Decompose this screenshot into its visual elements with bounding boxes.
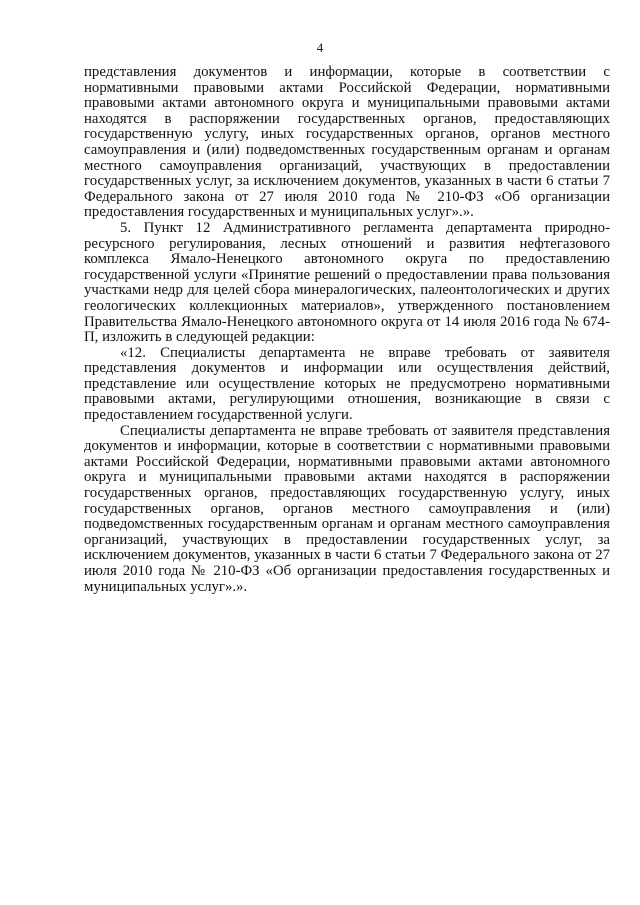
paragraph-continuation: представления документов и информации, которые в соответствии с нормативными правовыми актами Российской Федерации, нормативными правовыми актами автономного округа и муниципальными правовыми актами находятся в распоряжении государственных органов, предоставляющих государственную услугу, иных государственных органов, органов местного самоуправления и (или) подведомственных государственным органам и органам местного самоуправления организаций, участвующих в предоставлении государственных услуг, за исключением документов, указанных в части 6 статьи 7 Федерального закона от 27 июля 2010 года № 210-ФЗ «Об организации предоставления государственных и муниципальных услуг».». <box>84 64 610 221</box>
paragraph-quoted-12: «12. Специалисты департамента не вправе требовать от заявителя представления документов и информации или осуществления действий, представление или осуществление которых не предусмотрено нормативными правовыми актами, регулирующими отношения, возникающие в связи с предоставлением государственной услуги. <box>84 344 610 424</box>
document-body <box>84 65 610 595</box>
paragraph-item-5: 5. Пункт 12 Административного регламента департамента природно-ресурсного регулирования, лесных отношений и развития нефтегазового комплекса Ямало-Ненецкого автономного округа по предоставлению государственной услуги «Принятие решений о предоставлении права пользования участками недр для целей сбора минералогических, палеонтологических и других геологических коллекционных материалов», утвержденного постановлением Правительства Ямало-Ненецкого автономного округа от 14 июля 2016 года № 674-П, изложить в следующей редакции: <box>84 219 610 346</box>
paragraph-specialists: Специалисты департамента не вправе требовать от заявителя представления документов и информации, которые в соответствии с нормативными правовыми актами Российской Федерации, нормативными правовыми актами автономного округа и муниципальными правовыми актами находятся в распоряжении государственных органов, предоставляющих государственную услугу, иных государственных органов, органов местного самоуправления и (или) подведомственных государственным органам и органам местного самоуправления организаций, участвующих в предоставлении государственных услуг, за исключением документов, указанных в части 6 статьи 7 Федерального закона от 27 июля 2010 года № 210-ФЗ «Об организации предоставления государственных и муниципальных услуг».». <box>84 422 610 595</box>
page-number: 4 <box>316 40 324 55</box>
